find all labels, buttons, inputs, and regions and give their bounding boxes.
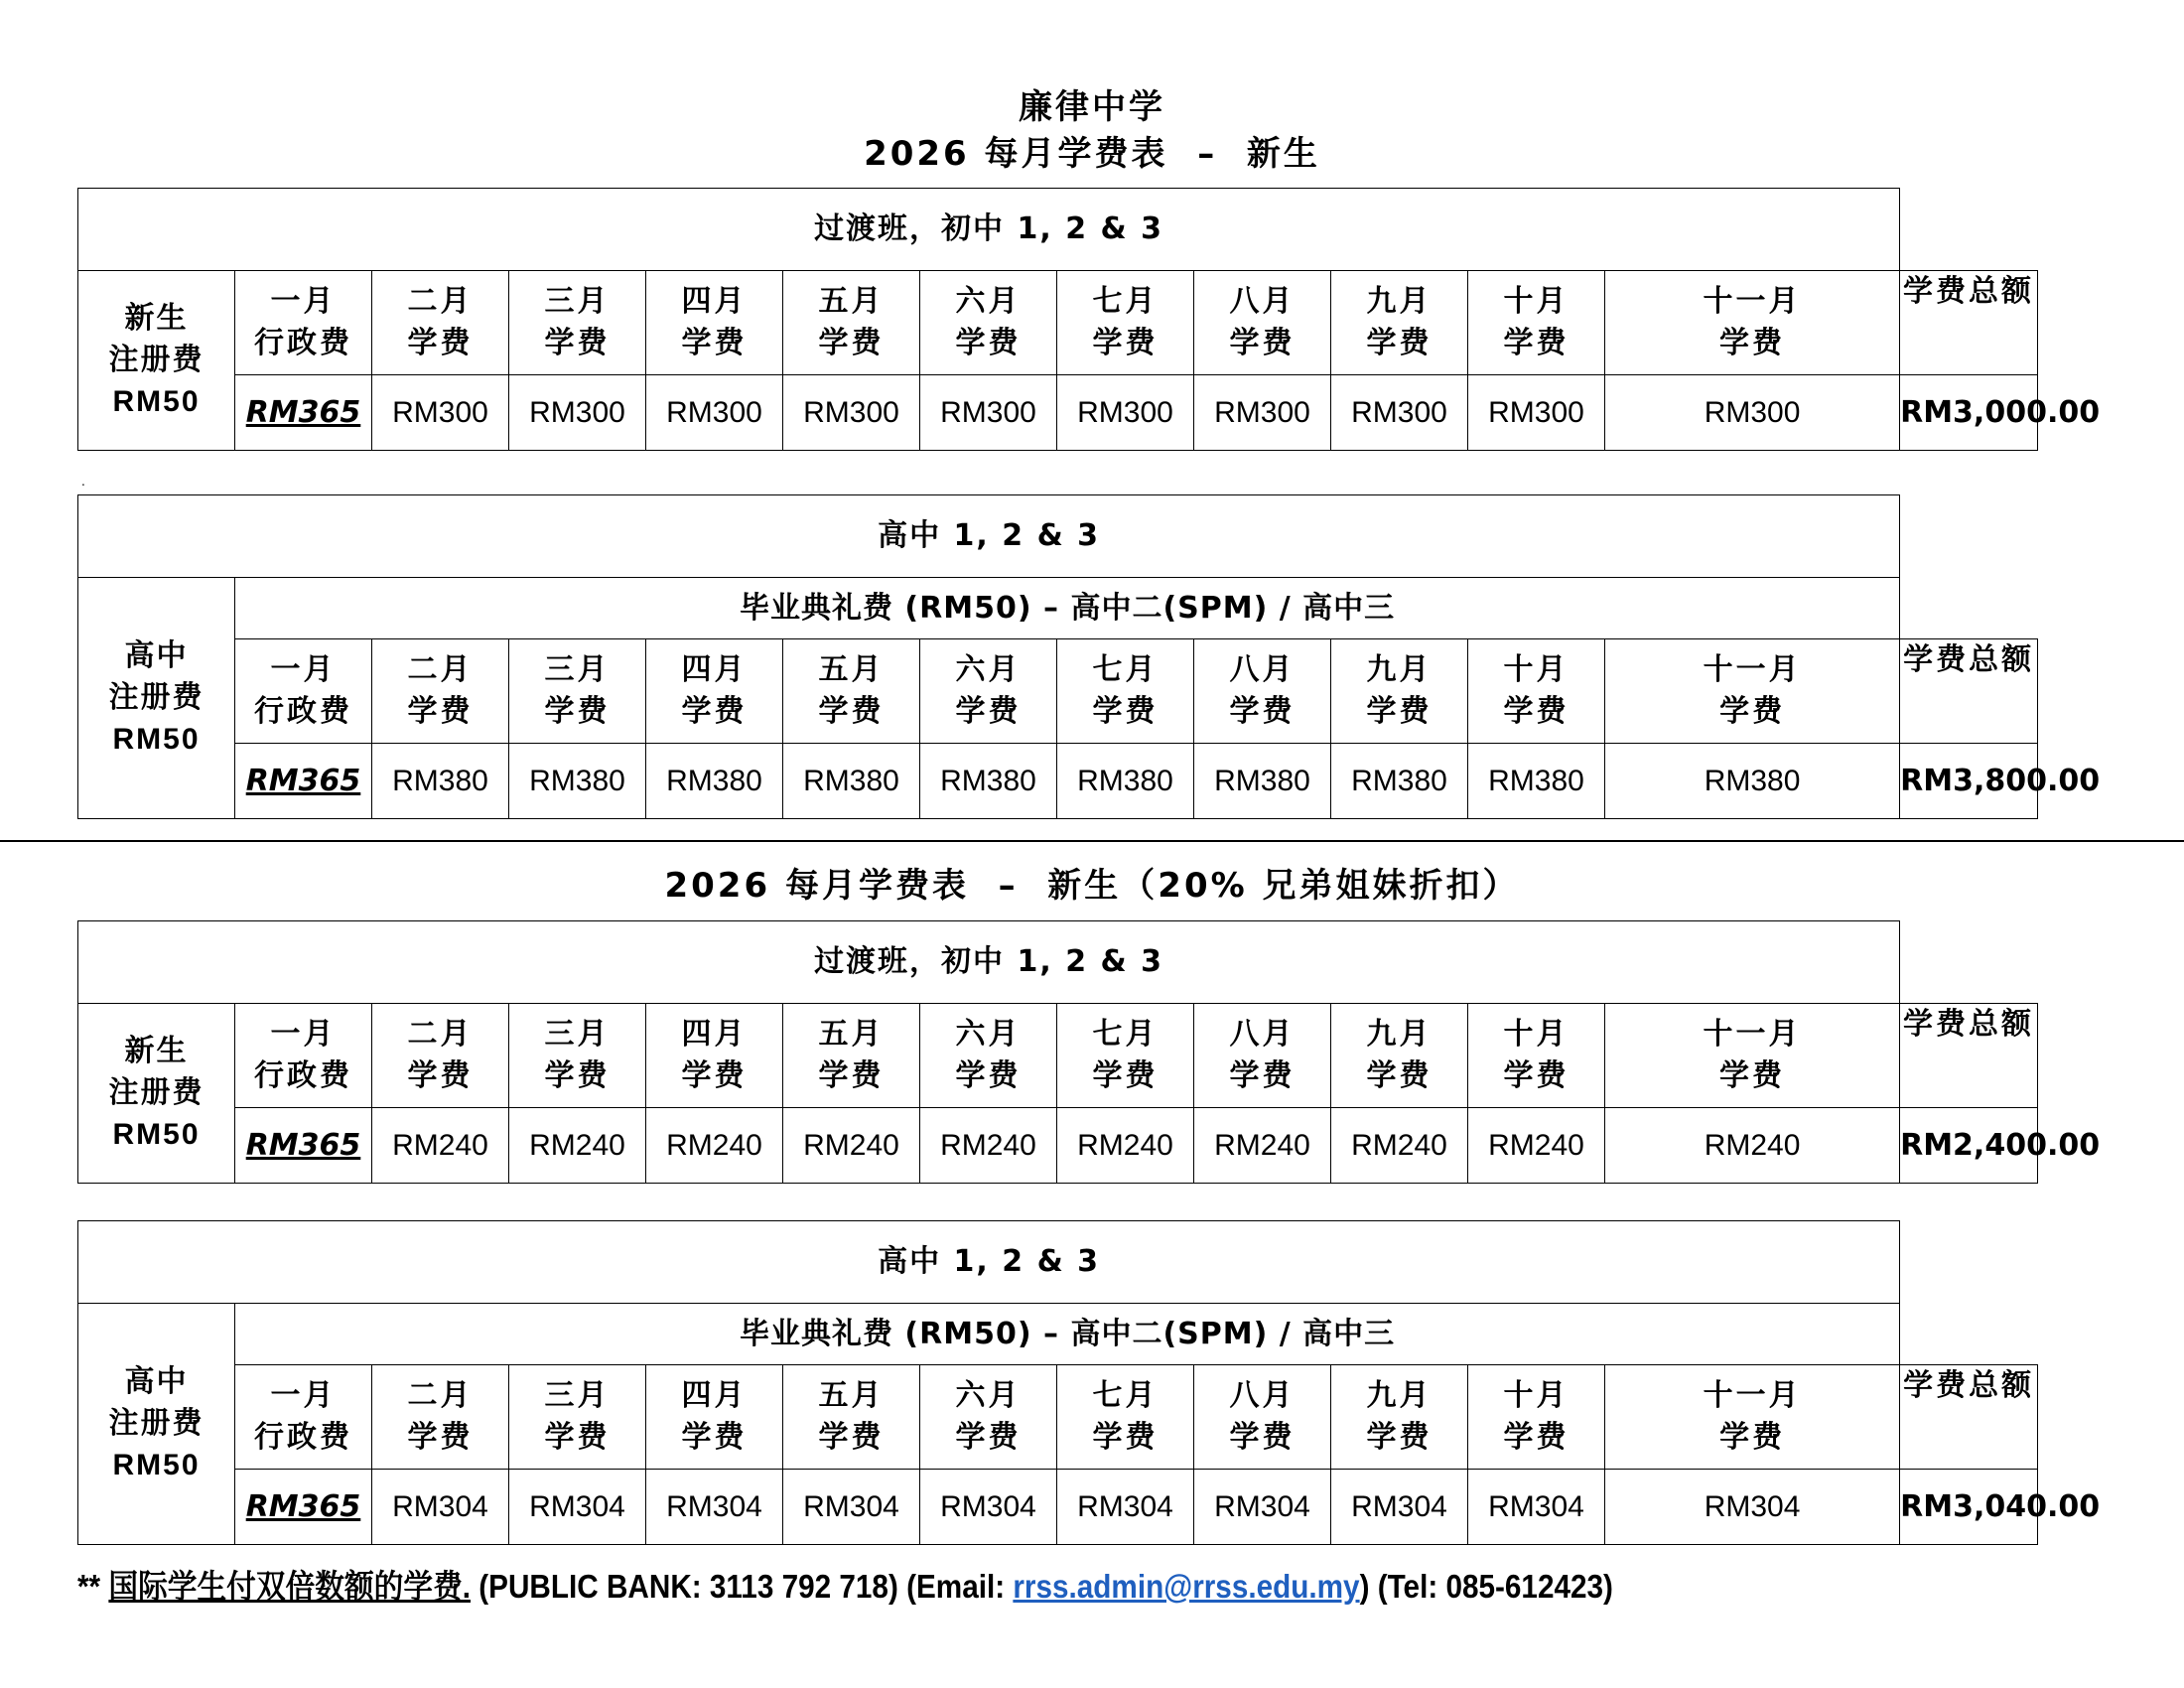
tuition-label: 学费 [1366, 1420, 1433, 1455]
month-label: 五月 [818, 1378, 885, 1413]
tuition-label: 学费 [1229, 1058, 1296, 1093]
month-label: 二月 [407, 1378, 474, 1413]
month-header [1194, 1004, 1331, 1108]
tel-info: ) (Tel: 085-612423) [1359, 1568, 1613, 1605]
month-header [783, 271, 920, 375]
registration-fee-cell [78, 578, 235, 819]
monthly-fee-value: RM380 [1194, 744, 1331, 819]
month-label: 十一月 [1703, 284, 1802, 319]
total-fee-value: RM3,040.00 [1900, 1470, 2038, 1545]
month-label: 九月 [1366, 1378, 1433, 1413]
registration-fee-cell [78, 1304, 235, 1545]
monthly-fee-value: RM300 [783, 375, 920, 451]
monthly-fee-value: RM300 [1605, 375, 1900, 451]
monthly-fee-value: RM380 [1057, 744, 1194, 819]
month-label: 七月 [1092, 1378, 1159, 1413]
graduation-fee-note: 毕业典礼费 (RM50) – 高中二(SPM) / 高中三 [235, 1304, 1900, 1365]
monthly-fee-value: RM240 [1194, 1108, 1331, 1184]
month-label: 四月 [681, 284, 748, 319]
monthly-fee-value: RM240 [1468, 1108, 1605, 1184]
month-label: 一月 [270, 652, 337, 687]
registration-fee-label: 注册费 [108, 1406, 205, 1441]
fee-table-1 [77, 188, 2101, 451]
admin-fee-value: RM365 [235, 1470, 372, 1545]
intl-student-note: 国际学生付双倍数额的学费. [108, 1568, 472, 1605]
admin-fee-label: 行政费 [254, 1058, 352, 1093]
fee-title-new-students: 2026 每月学费表 – 新生 [864, 134, 1320, 174]
tuition-label: 学费 [955, 694, 1022, 729]
month-label: 六月 [955, 284, 1022, 319]
fee-table-2 [77, 494, 2101, 819]
tuition-label: 学费 [1503, 694, 1570, 729]
month-label: 八月 [1229, 1017, 1296, 1052]
tuition-label: 学费 [1366, 694, 1433, 729]
table-title: 高中 1, 2 & 3 [78, 1221, 1900, 1304]
tuition-label: 学费 [818, 1420, 885, 1455]
monthly-fee-value: RM304 [1331, 1470, 1468, 1545]
total-fee-value: RM2,400.00 [1900, 1108, 2038, 1184]
monthly-fee-value: RM300 [1331, 375, 1468, 451]
total-header: 学费总额 [1900, 271, 2038, 375]
month-header [1194, 639, 1331, 744]
tuition-label: 学费 [955, 326, 1022, 360]
monthly-fee-value: RM240 [1057, 1108, 1194, 1184]
month-header [1605, 271, 1900, 375]
month-header [509, 1004, 646, 1108]
tuition-label: 学费 [1503, 1420, 1570, 1455]
month-label: 三月 [544, 1017, 611, 1052]
admin-fee-value: RM365 [235, 744, 372, 819]
monthly-fee-value: RM240 [783, 1108, 920, 1184]
registration-fee-label: 注册费 [108, 343, 205, 377]
month-label: 七月 [1092, 284, 1159, 319]
month-header [1468, 271, 1605, 375]
footer-note [77, 1561, 1613, 1608]
month-header [1331, 639, 1468, 744]
tuition-label: 学费 [1092, 694, 1159, 729]
tuition-label: 学费 [1719, 326, 1786, 360]
jan-admin-header [235, 1004, 372, 1108]
tuition-label: 学费 [1229, 694, 1296, 729]
tuition-label: 学费 [407, 326, 474, 360]
month-label: 二月 [407, 652, 474, 687]
month-label: 四月 [681, 1378, 748, 1413]
month-label: 二月 [407, 284, 474, 319]
jan-admin-header [235, 639, 372, 744]
stray-dot: . [81, 475, 85, 489]
table-title: 过渡班，初中 1, 2 & 3 [78, 921, 1900, 1004]
registration-fee-label: 注册费 [108, 1075, 205, 1110]
monthly-fee-value: RM304 [1468, 1470, 1605, 1545]
tuition-label: 学费 [1092, 326, 1159, 360]
month-header [509, 639, 646, 744]
monthly-fee-value: RM380 [1468, 744, 1605, 819]
monthly-fee-value: RM300 [372, 375, 509, 451]
fee-title-sibling-discount: 2026 每月学费表 – 新生（20% 兄弟姐妹折扣） [664, 866, 1520, 906]
bank-info: (PUBLIC BANK: 3113 792 718) (Email: [471, 1568, 1014, 1605]
registration-fee-cell [78, 1004, 235, 1184]
monthly-fee-value: RM304 [509, 1470, 646, 1545]
month-header [1057, 271, 1194, 375]
month-label: 三月 [544, 284, 611, 319]
month-label: 三月 [544, 652, 611, 687]
tuition-label: 学费 [1719, 694, 1786, 729]
table-title: 过渡班，初中 1, 2 & 3 [78, 189, 1900, 271]
month-label: 十一月 [1703, 1017, 1802, 1052]
month-header [783, 1004, 920, 1108]
registration-fee-amount: RM50 [112, 1449, 201, 1481]
month-header [783, 639, 920, 744]
month-header [509, 271, 646, 375]
month-header [1468, 639, 1605, 744]
monthly-fee-value: RM240 [509, 1108, 646, 1184]
month-header [646, 1004, 783, 1108]
month-label: 七月 [1092, 652, 1159, 687]
tuition-label: 学费 [955, 1420, 1022, 1455]
registration-fee-label: 高中 [124, 1364, 189, 1399]
tuition-label: 学费 [1719, 1420, 1786, 1455]
month-label: 八月 [1229, 1378, 1296, 1413]
registration-fee-label: 注册费 [108, 680, 205, 715]
total-header: 学费总额 [1900, 1004, 2038, 1108]
month-label: 十一月 [1703, 1378, 1802, 1413]
month-header [372, 1365, 509, 1470]
month-label: 七月 [1092, 1017, 1159, 1052]
month-header [920, 639, 1057, 744]
tuition-label: 学费 [407, 1420, 474, 1455]
month-header [1331, 271, 1468, 375]
admin-fee-label: 行政费 [254, 694, 352, 729]
month-label: 十月 [1503, 652, 1570, 687]
month-label: 六月 [955, 1017, 1022, 1052]
footer-stars: ** [77, 1568, 109, 1605]
email-link[interactable]: rrss.admin@rrss.edu.my [1013, 1568, 1360, 1605]
tuition-label: 学费 [818, 1058, 885, 1093]
tuition-label: 学费 [818, 326, 885, 360]
registration-fee-label: 新生 [124, 301, 189, 336]
monthly-fee-value: RM304 [783, 1470, 920, 1545]
monthly-fee-value: RM380 [372, 744, 509, 819]
jan-admin-header [235, 271, 372, 375]
registration-fee-label: 高中 [124, 638, 189, 673]
monthly-fee-value: RM240 [1605, 1108, 1900, 1184]
section-divider [0, 840, 2184, 842]
tuition-label: 学费 [1229, 1420, 1296, 1455]
admin-fee-value: RM365 [235, 375, 372, 451]
school-name: 廉律中学 [1019, 87, 1165, 127]
admin-fee-label: 行政费 [254, 1420, 352, 1455]
monthly-fee-value: RM300 [1468, 375, 1605, 451]
month-label: 十月 [1503, 284, 1570, 319]
registration-fee-cell [78, 271, 235, 451]
monthly-fee-value: RM380 [920, 744, 1057, 819]
month-label: 四月 [681, 1017, 748, 1052]
monthly-fee-value: RM300 [646, 375, 783, 451]
month-header [920, 271, 1057, 375]
tuition-label: 学费 [544, 694, 611, 729]
month-label: 二月 [407, 1017, 474, 1052]
tuition-label: 学费 [681, 694, 748, 729]
tuition-label: 学费 [1092, 1420, 1159, 1455]
tuition-label: 学费 [1366, 326, 1433, 360]
month-header [1605, 1004, 1900, 1108]
tuition-label: 学费 [544, 1058, 611, 1093]
tuition-label: 学费 [681, 326, 748, 360]
monthly-fee-value: RM304 [646, 1470, 783, 1545]
tuition-label: 学费 [681, 1058, 748, 1093]
month-header [372, 271, 509, 375]
month-header [646, 1365, 783, 1470]
month-label: 十一月 [1703, 652, 1802, 687]
month-label: 九月 [1366, 284, 1433, 319]
monthly-fee-value: RM240 [1331, 1108, 1468, 1184]
month-label: 十月 [1503, 1017, 1570, 1052]
tuition-label: 学费 [407, 694, 474, 729]
monthly-fee-value: RM380 [1331, 744, 1468, 819]
month-header [920, 1004, 1057, 1108]
monthly-fee-value: RM240 [372, 1108, 509, 1184]
month-header [1057, 1365, 1194, 1470]
monthly-fee-value: RM304 [1057, 1470, 1194, 1545]
tuition-label: 学费 [1503, 326, 1570, 360]
monthly-fee-value: RM380 [509, 744, 646, 819]
monthly-fee-value: RM240 [920, 1108, 1057, 1184]
month-header [646, 639, 783, 744]
fee-table-3 [77, 920, 2101, 1184]
monthly-fee-value: RM304 [1194, 1470, 1331, 1545]
admin-fee-value: RM365 [235, 1108, 372, 1184]
month-label: 五月 [818, 284, 885, 319]
month-label: 一月 [270, 284, 337, 319]
month-header [1331, 1365, 1468, 1470]
monthly-fee-value: RM300 [920, 375, 1057, 451]
month-label: 六月 [955, 1378, 1022, 1413]
month-label: 九月 [1366, 1017, 1433, 1052]
tuition-label: 学费 [1719, 1058, 1786, 1093]
tuition-label: 学费 [1366, 1058, 1433, 1093]
tuition-label: 学费 [544, 326, 611, 360]
total-header: 学费总额 [1900, 1365, 2038, 1470]
tuition-label: 学费 [955, 1058, 1022, 1093]
monthly-fee-value: RM380 [1605, 744, 1900, 819]
monthly-fee-value: RM380 [646, 744, 783, 819]
month-header [920, 1365, 1057, 1470]
tuition-label: 学费 [544, 1420, 611, 1455]
graduation-fee-note: 毕业典礼费 (RM50) – 高中二(SPM) / 高中三 [235, 578, 1900, 639]
month-header [509, 1365, 646, 1470]
month-header [1194, 1365, 1331, 1470]
month-header [1468, 1004, 1605, 1108]
monthly-fee-value: RM304 [372, 1470, 509, 1545]
month-label: 一月 [270, 1378, 337, 1413]
tuition-label: 学费 [818, 694, 885, 729]
month-header [372, 639, 509, 744]
monthly-fee-value: RM304 [920, 1470, 1057, 1545]
tuition-label: 学费 [407, 1058, 474, 1093]
jan-admin-header [235, 1365, 372, 1470]
month-label: 一月 [270, 1017, 337, 1052]
total-header: 学费总额 [1900, 639, 2038, 744]
month-label: 五月 [818, 1017, 885, 1052]
monthly-fee-value: RM304 [1605, 1470, 1900, 1545]
total-fee-value: RM3,800.00 [1900, 744, 2038, 819]
monthly-fee-value: RM300 [1194, 375, 1331, 451]
month-header [1468, 1365, 1605, 1470]
month-label: 八月 [1229, 284, 1296, 319]
total-fee-value: RM3,000.00 [1900, 375, 2038, 451]
fee-table-4 [77, 1220, 2101, 1545]
month-header [1605, 639, 1900, 744]
month-label: 十月 [1503, 1378, 1570, 1413]
registration-fee-amount: RM50 [112, 1118, 201, 1151]
month-header [1331, 1004, 1468, 1108]
registration-fee-amount: RM50 [112, 385, 201, 418]
month-label: 六月 [955, 652, 1022, 687]
month-header [783, 1365, 920, 1470]
month-header [646, 271, 783, 375]
month-label: 四月 [681, 652, 748, 687]
tuition-label: 学费 [1229, 326, 1296, 360]
tuition-label: 学费 [1092, 1058, 1159, 1093]
table-title: 高中 1, 2 & 3 [78, 495, 1900, 578]
registration-fee-amount: RM50 [112, 723, 201, 756]
tuition-label: 学费 [681, 1420, 748, 1455]
month-label: 八月 [1229, 652, 1296, 687]
monthly-fee-value: RM300 [1057, 375, 1194, 451]
month-label: 五月 [818, 652, 885, 687]
tuition-label: 学费 [1503, 1058, 1570, 1093]
admin-fee-label: 行政费 [254, 326, 352, 360]
month-header [1057, 639, 1194, 744]
monthly-fee-value: RM240 [646, 1108, 783, 1184]
monthly-fee-value: RM380 [783, 744, 920, 819]
month-header [1057, 1004, 1194, 1108]
month-label: 九月 [1366, 652, 1433, 687]
month-label: 三月 [544, 1378, 611, 1413]
monthly-fee-value: RM300 [509, 375, 646, 451]
month-header [372, 1004, 509, 1108]
registration-fee-label: 新生 [124, 1034, 189, 1068]
month-header [1605, 1365, 1900, 1470]
month-header [1194, 271, 1331, 375]
